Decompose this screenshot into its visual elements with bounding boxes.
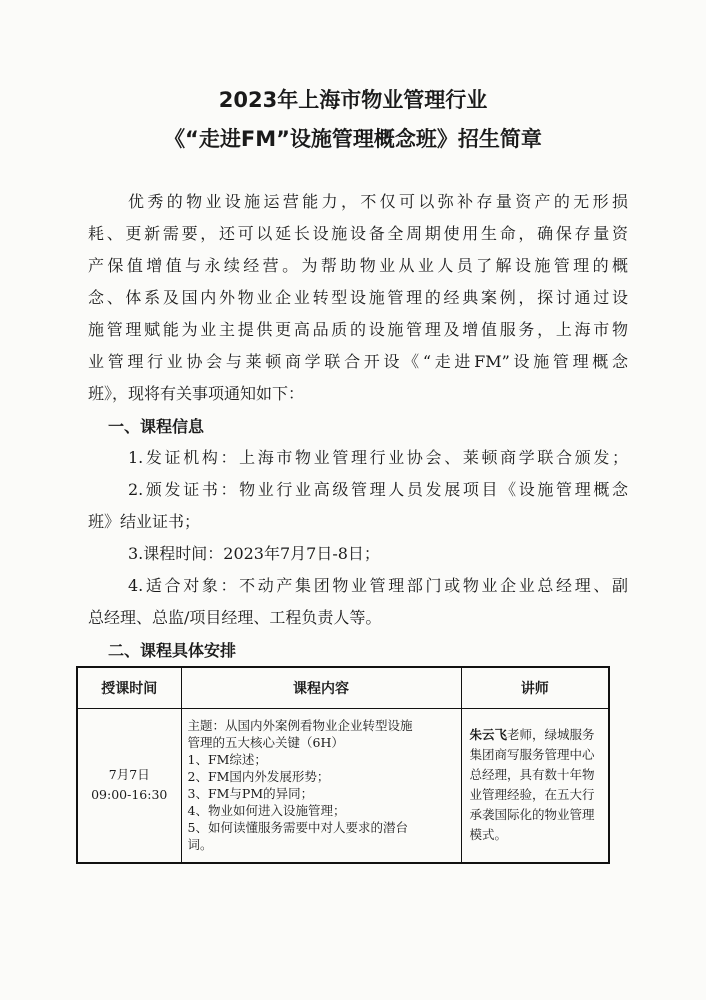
section-heading-schedule: 二、课程具体安排 bbox=[108, 641, 237, 660]
intro-line: 班》，现将有关事项通知如下： bbox=[88, 384, 305, 403]
intro-line: 优秀的物业设施运营能力，不仅可以弥补存量资产的无形损 bbox=[128, 192, 628, 211]
schedule-header-row bbox=[77, 667, 609, 709]
content-line: 5、如何读懂服务需要中对人要求的潜台 bbox=[187, 820, 408, 836]
intro-line: 施管理赋能为业主提供更高品质的设施管理及增值服务，上海市物 bbox=[88, 320, 628, 339]
schedule-time-cell bbox=[77, 709, 181, 863]
teacher-line: 承袭国际化的物业管理 bbox=[469, 807, 595, 823]
content-line: 3、FM与PM的异同； bbox=[187, 786, 314, 802]
course-info-item: 3.课程时间：2023年7月7日-8日； bbox=[128, 544, 380, 563]
header-content: 课程内容 bbox=[181, 667, 461, 709]
schedule-time: 09:00-16:30 bbox=[91, 787, 168, 803]
document-title-line-2: 《“走进FM”设施管理概念班》招生简章 bbox=[164, 127, 542, 151]
teacher-line: 业管理经验，在五大行 bbox=[469, 787, 595, 803]
course-info-item: 总经理、总监/项目经理、工程负责人等。 bbox=[88, 608, 382, 627]
teacher-line: 模式。 bbox=[469, 827, 508, 843]
intro-line: 业管理行业协会与莱顿商学联合开设《“走进FM”设施管理概念 bbox=[88, 352, 628, 371]
teacher-line: 总经理，具有数十年物 bbox=[469, 767, 595, 783]
document-title-line-1: 2023年上海市物业管理行业 bbox=[218, 88, 488, 112]
section-heading-course-info: 一、课程信息 bbox=[108, 417, 205, 436]
course-info-item: 1.发证机构：上海市物业管理行业协会、莱顿商学联合颁发； bbox=[128, 448, 628, 467]
content-line: 词。 bbox=[187, 837, 213, 853]
content-line: 4、物业如何进入设施管理； bbox=[187, 803, 346, 819]
content-line: 1、FM综述； bbox=[187, 752, 267, 768]
schedule-table bbox=[76, 666, 610, 864]
table-row bbox=[77, 709, 609, 863]
teacher-intro: 老师，绿城服务 bbox=[507, 727, 595, 743]
schedule-teacher-cell bbox=[461, 709, 609, 863]
content-line: 管理的五大核心关键（6H） bbox=[187, 735, 344, 751]
content-line: 主题：从国内外案例看物业企业转型设施 bbox=[187, 718, 413, 734]
course-info-item: 班》结业证书； bbox=[88, 512, 201, 531]
intro-line: 念、体系及国内外物业企业转型设施管理的经典案例，探讨通过设 bbox=[88, 288, 628, 307]
teacher-name: 朱云飞 bbox=[469, 727, 508, 743]
header-teacher: 讲师 bbox=[461, 667, 609, 709]
schedule-date: 7月7日 bbox=[108, 767, 150, 783]
course-info-item: 2.颁发证书：物业行业高级管理人员发展项目《设施管理概念 bbox=[128, 480, 628, 499]
course-info-item: 4.适合对象：不动产集团物业管理部门或物业企业总经理、副 bbox=[128, 576, 628, 595]
intro-line: 耗、更新需要，还可以延长设施设备全周期使用生命，确保存量资 bbox=[88, 224, 628, 243]
intro-line: 产保值增值与永续经营。为帮助物业从业人员了解设施管理的概 bbox=[88, 256, 628, 275]
teacher-line: 集团商写服务管理中心 bbox=[469, 747, 595, 763]
header-time: 授课时间 bbox=[77, 667, 181, 709]
schedule-content-cell bbox=[181, 709, 461, 863]
teacher-line bbox=[470, 725, 601, 745]
content-line: 2、FM国内外发展形势； bbox=[187, 769, 330, 785]
